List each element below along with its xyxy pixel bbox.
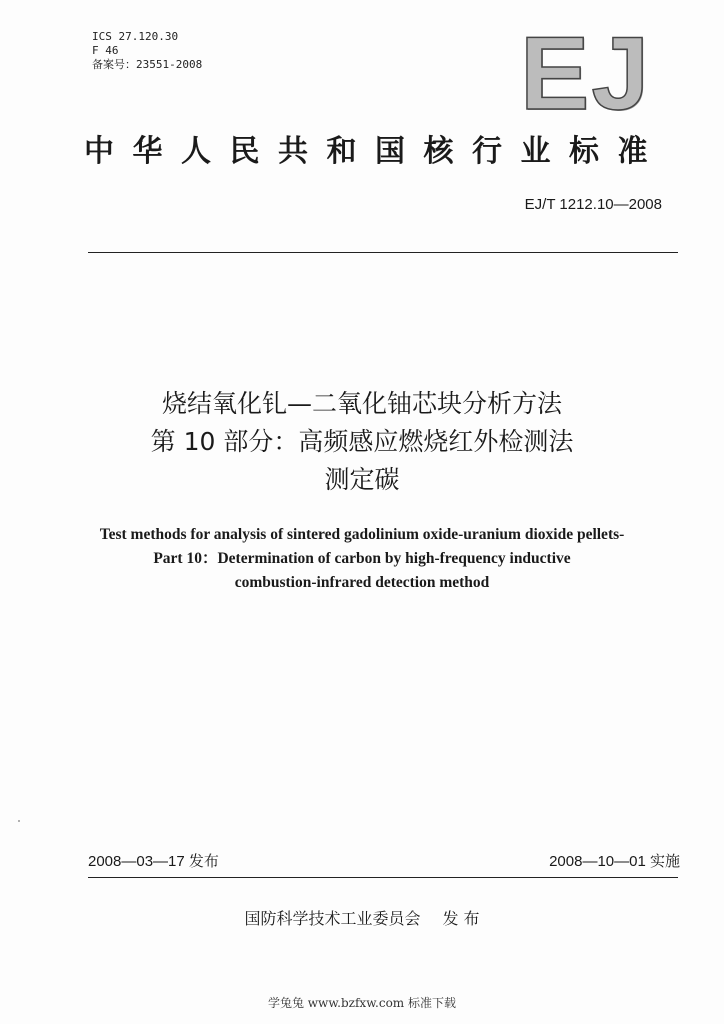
english-title-line-2: Part 10：Determination of carbon by high-frequency inductive: [153, 550, 571, 567]
english-title: [0, 523, 724, 595]
classification-block: [92, 30, 202, 72]
chinese-title: [0, 385, 724, 499]
record-number: 备案号：23551-2008: [92, 58, 203, 71]
issuing-authority: [0, 906, 724, 929]
issuer-action: 发 布: [442, 909, 480, 928]
english-title-line-1: Test methods for analysis of sintered gadolinium oxide-uranium dioxide pellets-: [99, 526, 625, 543]
english-title-line-3: combustion-infrared detection method: [234, 574, 490, 591]
bottom-divider: [88, 877, 678, 878]
download-footer: 学兔兔 www.bzfxw.com 标准下载: [267, 996, 457, 1010]
standard-category-title: 中华人民共和国核行业标准: [84, 134, 666, 169]
chinese-title-line-1: 烧结氧化钆—二氧化铀芯块分析方法: [161, 389, 562, 418]
chinese-title-line-3: 测定碳: [324, 465, 400, 494]
ej-logo: EJ: [520, 16, 652, 132]
issuer-name: 国防科学技术工业委员会: [244, 909, 421, 928]
issue-date: 2008—03—17 发布: [88, 853, 219, 870]
standard-number: EJ/T 1212.10—2008: [524, 196, 662, 213]
ics-code: ICS 27.120.30: [92, 30, 179, 43]
top-divider: [88, 252, 678, 253]
implementation-date: 2008—10—01 实施: [549, 853, 680, 870]
scan-speck: [18, 820, 20, 822]
chinese-title-line-2: 第 10 部分：高频感应燃烧红外检测法: [150, 427, 574, 456]
category-code: F 46: [92, 44, 119, 57]
